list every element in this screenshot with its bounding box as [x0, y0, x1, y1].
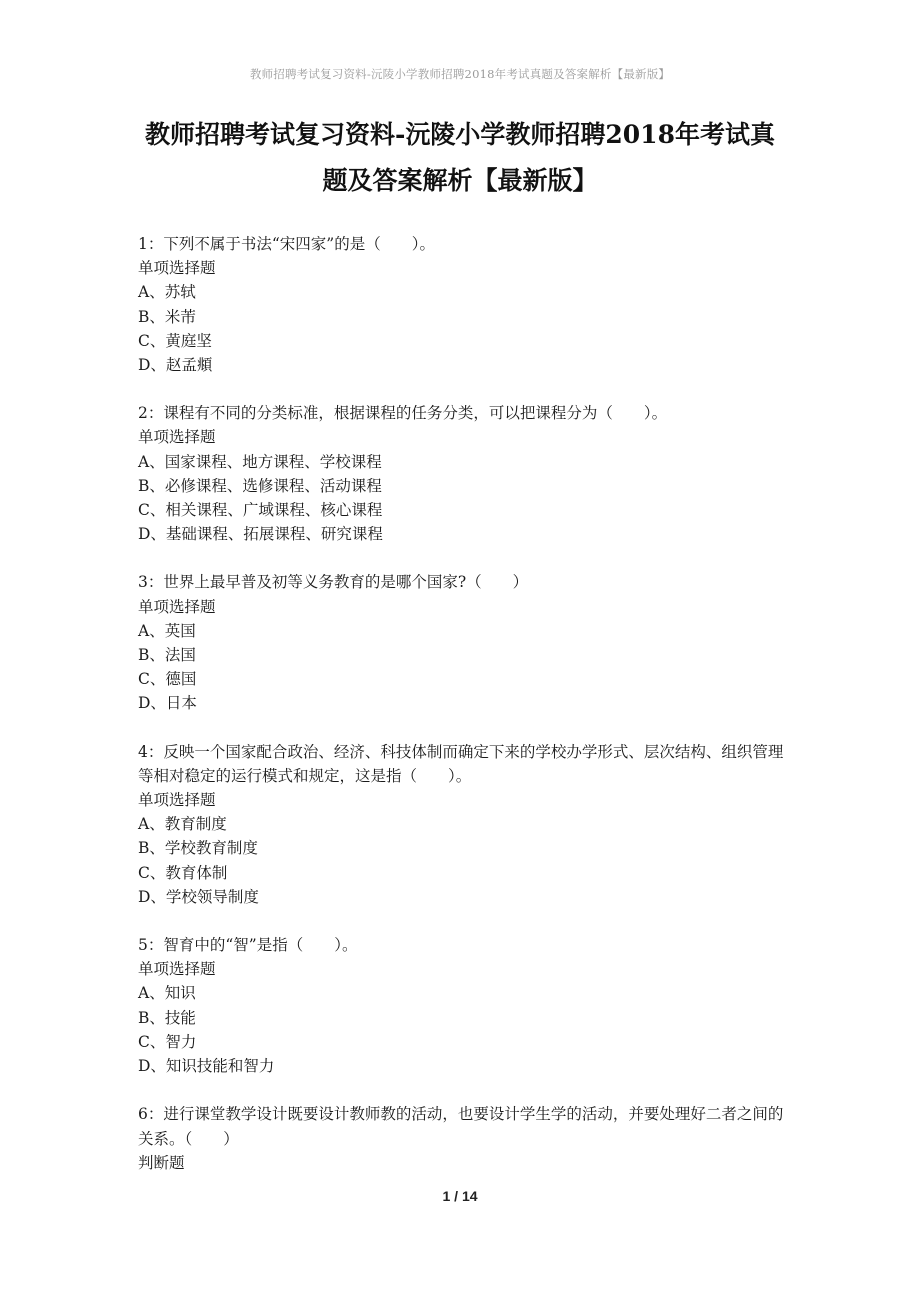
option-b: B、法国	[138, 646, 196, 665]
option-d: D、基础课程、拓展课程、研究课程	[138, 525, 383, 544]
option-a: A、国家课程、地方课程、学校课程	[138, 452, 382, 471]
page-number: 1 / 14	[442, 1188, 478, 1204]
option-a: A、英国	[138, 621, 196, 640]
title-line-1: 教师招聘考试复习资料-沅陵小学教师招聘2018年考试真	[145, 120, 775, 149]
question-stem: 1：下列不属于书法“宋四家”的是（ ）。	[138, 235, 435, 253]
option-a: A、知识	[138, 984, 196, 1003]
question-stem: 6：进行课堂教学设计既要设计教师教的活动，也要设计学生学的活动，并要处理好二者之间的关系。（ ）	[138, 1105, 784, 1148]
question-6	[138, 1102, 788, 1175]
question-type: 单项选择题	[138, 597, 216, 616]
question-3	[138, 570, 788, 715]
question-type: 判断题	[138, 1153, 185, 1172]
title-line-2: 题及答案解析【最新版】	[322, 166, 598, 195]
option-a: A、教育制度	[138, 815, 227, 834]
option-c: C、黄庭坚	[138, 331, 212, 350]
document-title	[130, 112, 790, 204]
option-c: C、智力	[138, 1032, 197, 1051]
option-a: A、苏轼	[138, 283, 196, 302]
option-d: D、赵孟頫	[138, 356, 213, 375]
question-stem: 2：课程有不同的分类标准，根据课程的任务分类，可以把课程分为（ ）。	[138, 404, 668, 423]
question-type: 单项选择题	[138, 960, 216, 979]
option-c: C、相关课程、广域课程、核心课程	[138, 501, 383, 520]
question-stem: 4：反映一个国家配合政治、经济、科技体制而确定下来的学校办学形式、层次结构、组织管理等相对稳定的运行模式和规定，这是指（ ）。	[138, 742, 784, 785]
option-d: D、学校领导制度	[138, 887, 259, 906]
option-c: C、德国	[138, 670, 197, 689]
question-1	[138, 232, 788, 377]
question-list	[138, 232, 788, 1199]
option-b: B、必修课程、选修课程、活动课程	[138, 476, 382, 495]
question-5	[138, 933, 788, 1078]
running-header: 教师招聘考试复习资料-沅陵小学教师招聘2018年考试真题及答案解析【最新版】	[249, 67, 671, 81]
question-4	[138, 740, 788, 909]
question-2	[138, 401, 788, 546]
question-type: 单项选择题	[138, 791, 216, 810]
option-b: B、学校教育制度	[138, 839, 258, 858]
option-b: B、技能	[138, 1008, 196, 1027]
option-d: D、知识技能和智力	[138, 1057, 275, 1076]
option-d: D、日本	[138, 694, 197, 713]
question-type: 单项选择题	[138, 259, 216, 278]
question-type: 单项选择题	[138, 428, 216, 447]
option-b: B、米芾	[138, 307, 196, 326]
option-c: C、教育体制	[138, 863, 228, 882]
question-stem: 5：智育中的“智”是指（ ）。	[138, 936, 358, 955]
question-stem: 3：世界上最早普及初等义务教育的是哪个国家?（ ）	[138, 573, 529, 592]
